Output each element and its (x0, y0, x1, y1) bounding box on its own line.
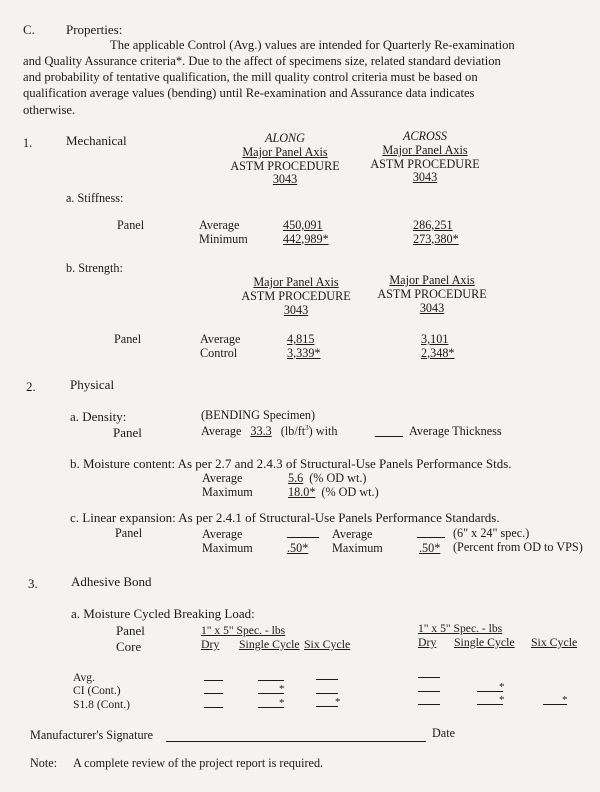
strength-row-label: Panel (114, 332, 142, 346)
col-right-single-cycle: Single Cycle (454, 635, 515, 649)
col-left-dry: Dry (201, 637, 220, 651)
linear-left-average-label: Average (202, 527, 243, 541)
moisture-maximum-label: Maximum (202, 484, 253, 499)
stiffness-across-average: 286,251 (413, 218, 453, 232)
blank-right-dry-avg[interactable] (418, 677, 440, 678)
star-right-single-avg: * (499, 681, 505, 693)
strength-left-code: 3043 (283, 302, 309, 317)
across-procedure: ASTM PROCEDURE (370, 156, 480, 171)
density-unit-with: ) with (308, 424, 338, 439)
moisture-average-label: Average (202, 471, 243, 485)
across-axis: Major Panel Axis (382, 142, 468, 157)
linear-right-average-label: Average (332, 527, 373, 541)
strength-left-header (236, 276, 356, 317)
moisture-maximum-value: 18.0* (288, 484, 316, 499)
density-row-label: Panel (113, 425, 142, 440)
linear-label: c. Linear expansion: As per 2.4.1 of Structural-Use Panels Performance Standards. (70, 510, 500, 525)
group-right-header: 1" x 5" Spec. - lbs (418, 622, 503, 635)
strength-control-label: Control (200, 345, 238, 360)
across-direction: ACROSS (402, 129, 447, 143)
strength-average-label: Average (200, 332, 241, 346)
intro-line: qualification average values (bending) until Re-examination and Assurance data indicates (23, 86, 475, 101)
star-left-single-s18: * (279, 697, 285, 709)
strength-along-values (287, 333, 321, 360)
col-left-six-cycle: Six Cycle (304, 637, 351, 651)
across-code: 3043 (412, 170, 438, 185)
breaking-load-label: a. Moisture Cycled Breaking Load: (71, 606, 255, 621)
note-text: A complete review of the project report is required. (73, 756, 324, 770)
physical-number: 2. (26, 379, 36, 394)
breaking-row-labels (73, 671, 130, 711)
linear-left-maximum-label: Maximum (202, 540, 253, 555)
across-header (352, 130, 498, 185)
density-unit (281, 424, 338, 438)
section-letter: C. (23, 22, 35, 37)
stiffness-labels (199, 219, 248, 246)
strength-across-average: 3,101 (421, 332, 449, 346)
signature-label: Manufacturer's Signature (30, 728, 154, 742)
col-left-single-cycle: Single Cycle (239, 637, 300, 651)
strength-across-values (421, 333, 455, 360)
adhesive-number: 3. (28, 576, 38, 591)
mechanical-title: Mechanical (66, 133, 127, 148)
blank-left-dry-avg[interactable] (204, 680, 223, 681)
intro-line: otherwise. (23, 102, 76, 117)
density-thickness-label: Average Thickness (409, 424, 502, 438)
note-label: Note: (30, 756, 58, 770)
strength-label: b. Strength: (66, 261, 123, 275)
moisture-average-value: 5.6 (288, 471, 304, 485)
intro-first-line: The applicable Control (Avg.) values are intended for Quarterly Re-examination (110, 38, 515, 52)
linear-left-labels (202, 528, 253, 555)
strength-left-procedure: ASTM PROCEDURE (241, 288, 351, 303)
moisture-values (288, 472, 379, 499)
stiffness-label: a. Stiffness: (66, 191, 124, 205)
star-right-six-s18: * (562, 694, 568, 706)
physical-title: Physical (70, 377, 115, 392)
intro-paragraph (23, 53, 583, 118)
signature-field[interactable] (166, 741, 426, 742)
blank-right-dry-ci[interactable] (418, 691, 440, 692)
linear-right-maximum-label: Maximum (332, 540, 383, 555)
density-unit-text: (lb/ft (280, 424, 306, 439)
stiffness-along-average: 450,091 (283, 218, 323, 232)
stiffness-row-label: Panel (117, 218, 145, 232)
col-right-dry: Dry (418, 635, 437, 649)
strength-right-header (372, 274, 492, 315)
along-code: 3043 (272, 172, 298, 187)
star-left-single-ci: * (279, 683, 285, 695)
density-specimen: (BENDING Specimen) (201, 408, 316, 422)
row-label-ci: CI (Cont.) (73, 684, 121, 698)
thickness-blank[interactable] (375, 436, 403, 437)
linear-right-labels (332, 528, 383, 555)
date-label: Date (432, 726, 456, 740)
along-axis: Major Panel Axis (242, 144, 328, 159)
moisture-labels (202, 472, 253, 499)
breaking-core-label: Core (116, 639, 142, 654)
blank-left-single-avg[interactable] (258, 680, 284, 681)
linear-percent-note: (Percent from OD to VPS) (453, 540, 583, 554)
blank-right-dry-s18[interactable] (418, 704, 440, 705)
strength-right-code: 3043 (419, 300, 445, 315)
linear-left-average-blank[interactable] (287, 537, 319, 538)
col-right-six-cycle: Six Cycle (531, 635, 578, 649)
strength-right-procedure: ASTM PROCEDURE (377, 286, 487, 301)
intro-line: and probability of tentative qualification, the mill quality control criteria must be based on (23, 70, 478, 85)
group-left-header: 1" x 5" Spec. - lbs (201, 624, 286, 637)
stiffness-minimum-label: Minimum (199, 231, 248, 246)
row-label-avg: Avg. (73, 671, 96, 684)
stiffness-along-values (283, 219, 329, 246)
linear-right-average-blank[interactable] (417, 537, 445, 538)
strength-across-control: 2,348* (421, 345, 455, 360)
linear-row-label: Panel (115, 526, 143, 540)
along-header (212, 132, 358, 187)
density-average-label: Average (201, 424, 242, 439)
density-unit-superscript: 3 (305, 424, 309, 432)
stiffness-across-values (413, 219, 459, 246)
strength-labels (200, 333, 240, 360)
section-title: Properties: (66, 22, 123, 37)
stiffness-along-minimum: 442,989* (283, 231, 329, 246)
density-label: a. Density: (70, 409, 127, 424)
blank-right-single-ci[interactable] (477, 691, 503, 692)
linear-left-maximum-value: .50* (287, 541, 309, 555)
linear-spec-note: (6" x 24" spec.) (453, 526, 530, 540)
stiffness-average-label: Average (199, 218, 240, 232)
strength-right-axis: Major Panel Axis (389, 273, 475, 287)
moisture-maximum-unit: (% OD wt.) (321, 484, 379, 499)
stiffness-across-minimum: 273,380* (413, 231, 459, 246)
moisture-label: b. Moisture content: As per 2.7 and 2.4.3 of Structural-Use Panels Performance Stds. (70, 456, 512, 471)
blank-left-dry-ci[interactable] (204, 693, 223, 694)
moisture-average-unit: (% OD wt.) (309, 471, 367, 485)
breaking-panel-label: Panel (116, 623, 145, 638)
density-average-row (201, 425, 337, 437)
density-average-value: 33.3 (250, 424, 272, 439)
star-left-six-s18: * (335, 696, 341, 708)
blank-right-single-s18[interactable] (477, 704, 503, 705)
blank-left-dry-s18[interactable] (204, 707, 223, 708)
linear-right-maximum-value: .50* (419, 541, 441, 555)
intro-line: and Quality Assurance criteria*. Due to the affect of specimens size, related standard deviation (23, 54, 501, 68)
along-procedure: ASTM PROCEDURE (230, 158, 340, 173)
along-direction: ALONG (265, 131, 305, 145)
blank-left-six-avg[interactable] (316, 679, 338, 680)
strength-along-average: 4,815 (287, 332, 315, 346)
blank-left-six-ci[interactable] (316, 693, 338, 694)
strength-left-axis: Major Panel Axis (253, 275, 339, 289)
strength-along-control: 3,339* (287, 345, 321, 360)
star-right-single-ci: * (499, 694, 505, 706)
adhesive-title: Adhesive Bond (71, 574, 152, 589)
row-label-s18: S1.8 (Cont.) (73, 697, 131, 711)
mechanical-number: 1. (23, 136, 33, 150)
